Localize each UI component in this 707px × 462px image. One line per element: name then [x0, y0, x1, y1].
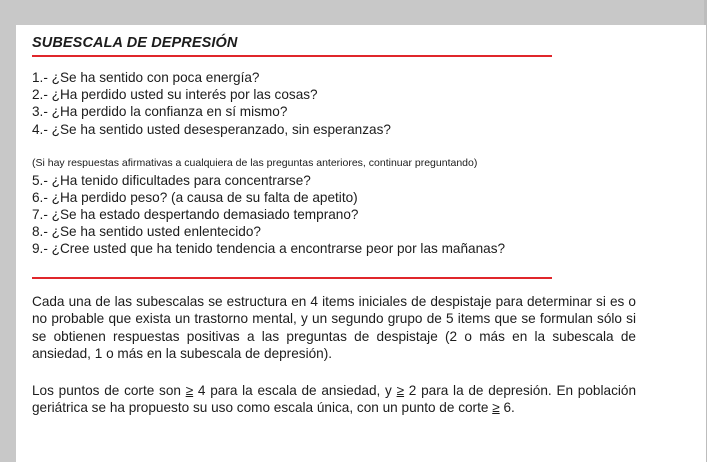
question-5: 5.- ¿Ha tenido dificultades para concentrarse? — [32, 173, 311, 188]
structure-paragraph: Cada una de las subescalas se estructura en 4 items iniciales de despistaje para determinar si es o no probable que exista un trastorno mental, y un segundo grupo de 5 items que se formulan sólo si se obtienen respuestas positivas a las preguntas de despistaje (2 o más en la subescala de ansiedad, 1 o más en la subescala de depresión). — [32, 294, 636, 361]
cutoff-text-4: 6. — [499, 400, 515, 416]
ge-symbol: ≥ — [492, 400, 500, 416]
cutoff-text-3: 2 para la de depresión. En población geriátrica se ha propuesto su uso como escala única, con un punto de corte — [32, 383, 637, 416]
question-1: 1.- ¿Se ha sentido con poca energía? — [32, 70, 260, 85]
cutoff-text-1: Los puntos de corte son — [32, 383, 186, 398]
question-3: 3.- ¿Ha perdido la confianza en sí mismo? — [32, 104, 288, 119]
document-page — [16, 25, 706, 462]
question-4: 4.- ¿Se ha sentido usted desesperanzado, sin esperanzas? — [32, 122, 391, 137]
ge-symbol: ≥ — [185, 383, 194, 398]
question-7: 7.- ¿Se ha estado despertando demasiado temprano? — [32, 207, 359, 222]
section-title: SUBESCALA DE DEPRESIÓN — [32, 35, 238, 51]
question-6: 6.- ¿Ha perdido peso? (a causa de su falta de apetito) — [32, 190, 358, 205]
top-divider — [32, 55, 552, 57]
cutoff-text-2: 4 para la escala de ansiedad, y — [193, 383, 397, 398]
ge-symbol: ≥ — [396, 383, 405, 398]
question-8: 8.- ¿Se ha sentido usted enlentecido? — [32, 224, 261, 239]
cutoff-paragraph — [32, 382, 636, 417]
bottom-divider — [32, 277, 552, 279]
question-9: 9.- ¿Cree usted que ha tenido tendencia a encontrarse peor por las mañanas? — [32, 241, 506, 256]
question-2: 2.- ¿Ha perdido usted su interés por las cosas? — [32, 87, 318, 102]
instruction-note: (Si hay respuestas afirmativas a cualquiera de las preguntas anteriores, continuar preguntando) — [32, 157, 478, 169]
